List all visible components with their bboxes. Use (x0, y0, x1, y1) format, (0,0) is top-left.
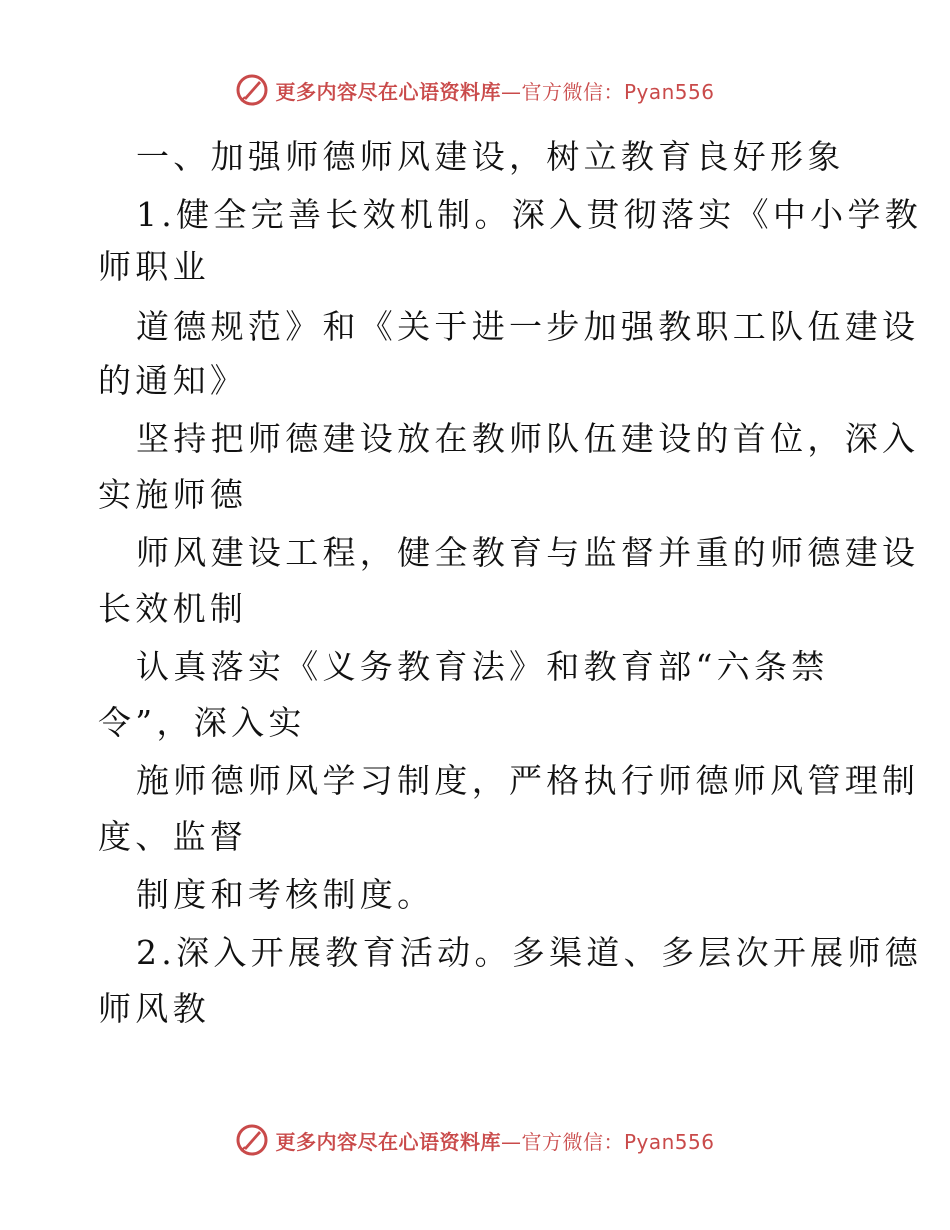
text-line: 实施师德 (98, 475, 248, 514)
text-line: 的通知》 (98, 361, 248, 400)
watermark-dash: — (500, 79, 522, 104)
text-line: 坚持把师德建设放在教师队伍建设的首位，深入 (136, 419, 920, 458)
footer-watermark (0, 1120, 950, 1160)
text-line: 师风建设工程，健全教育与监督并重的师德建设 (136, 533, 920, 572)
text-line: 一、加强师德师风建设，树立教育良好形象 (136, 137, 845, 176)
text-line: 制度和考核制度。 (136, 875, 435, 914)
text-line: 令”，深入实 (98, 703, 306, 742)
quill-logo-icon (235, 73, 269, 107)
header-watermark (0, 70, 950, 110)
text-line: 1.健全完善长效机制。深入贯彻落实《中小学教 (136, 195, 923, 234)
watermark-site: 更多内容尽在心语资料库 (275, 79, 501, 104)
text-line: 道德规范》和《关于进一步加强教职工队伍建设 (136, 307, 920, 346)
text-line: 长效机制 (98, 589, 248, 628)
text-line: 师风教 (98, 989, 210, 1028)
quill-logo-icon (235, 1123, 269, 1157)
text-line: 认真落实《义务教育法》和教育部“六条禁 (136, 647, 829, 686)
watermark-wechat: 官方微信：Pyan556 (521, 1129, 715, 1154)
watermark-site: 更多内容尽在心语资料库 (275, 1129, 501, 1154)
watermark-text (275, 1126, 714, 1155)
text-line: 师职业 (98, 247, 210, 286)
watermark-text (275, 76, 714, 105)
watermark-wechat: 官方微信：Pyan556 (521, 79, 715, 104)
text-line: 施师德师风学习制度，严格执行师德师风管理制 (136, 761, 920, 800)
text-line: 度、监督 (98, 817, 248, 856)
watermark-dash: — (500, 1129, 522, 1154)
text-line: 2.深入开展教育活动。多渠道、多层次开展师德 (136, 933, 923, 972)
